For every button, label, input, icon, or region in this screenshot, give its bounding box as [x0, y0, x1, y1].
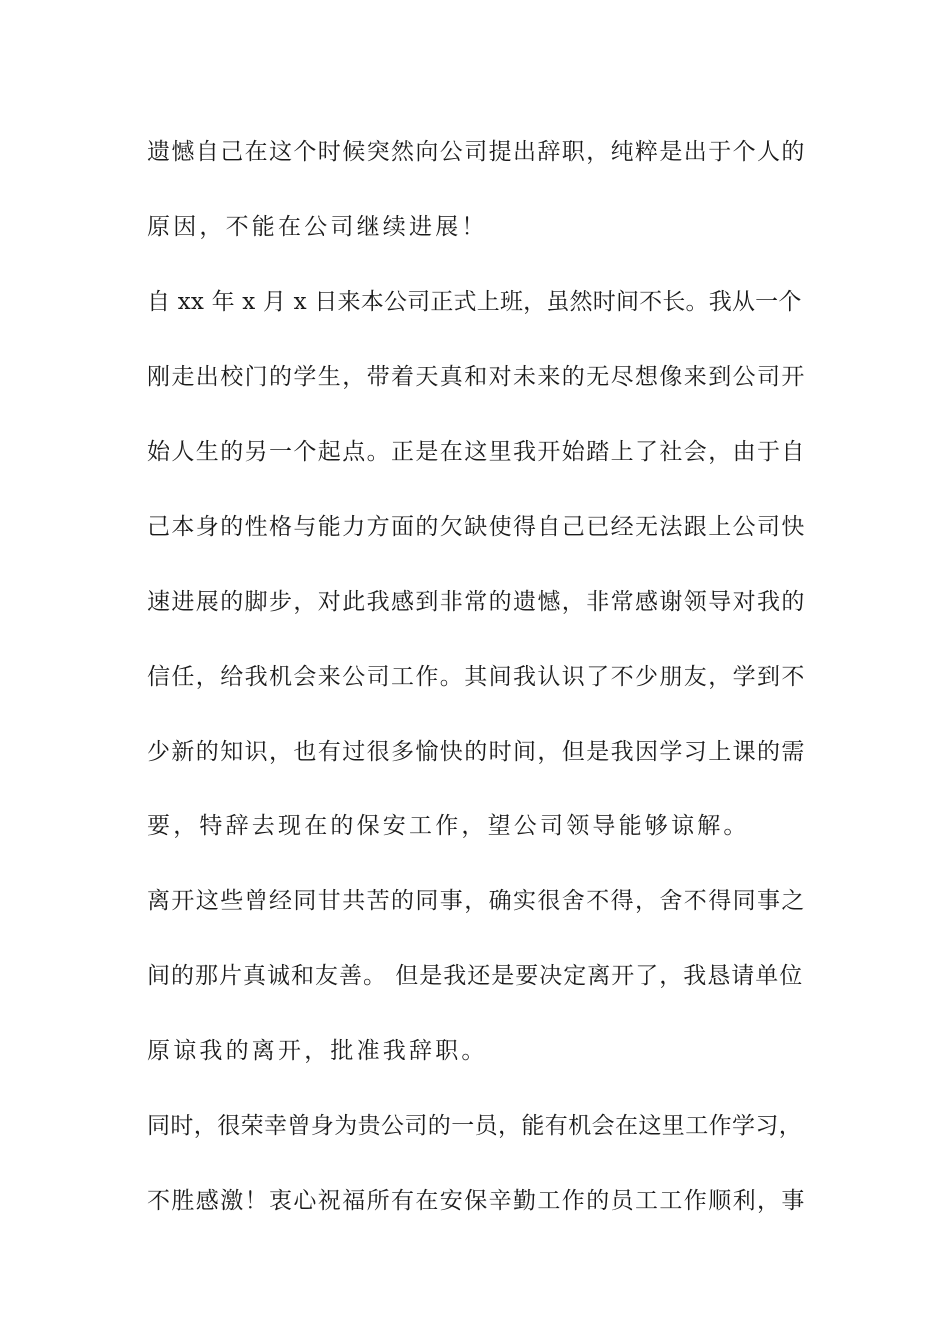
text-line: 同时，很荣幸曾身为贵公司的一员，能有机会在这里工作学习， — [147, 1113, 803, 1139]
text-line: 自 xx 年 x 月 x 日来本公司正式上班，虽然时间不长。我从一个 — [147, 289, 802, 315]
text-line: 速进展的脚步，对此我感到非常的遗憾，非常感谢领导对我的 — [147, 589, 806, 615]
text-line: 少新的知识，也有过很多愉快的时间，但是我因学习上课的需 — [147, 739, 806, 765]
text-line: 遗憾自己在这个时候突然向公司提出辞职，纯粹是出于个人的 — [147, 139, 806, 165]
text-line: 己本身的性格与能力方面的欠缺使得自己已经无法跟上公司快 — [147, 514, 806, 540]
text-line: 不胜感激！衷心祝福所有在安保辛勤工作的员工工作顺利，事 — [147, 1188, 806, 1214]
text-line: 离开这些曾经同甘共苦的同事，确实很舍不得，舍不得同事之 — [147, 888, 806, 914]
text-line: 原因，不能在公司继续进展！ — [147, 214, 488, 240]
text-line: 间的那片真诚和友善。 但是我还是要决定离开了，我恳请单位 — [147, 963, 804, 989]
text-line: 原谅我的离开，批准我辞职。 — [147, 1038, 488, 1064]
text-line: 始人生的另一个起点。正是在这里我开始踏上了社会，由于自 — [147, 439, 806, 465]
text-line: 信任，给我机会来公司工作。其间我认识了不少朋友，学到不 — [147, 664, 806, 690]
text-line: 刚走出校门的学生，带着天真和对未来的无尽想像来到公司开 — [147, 364, 806, 390]
text-line: 要，特辞去现在的保安工作，望公司领导能够谅解。 — [147, 813, 750, 839]
